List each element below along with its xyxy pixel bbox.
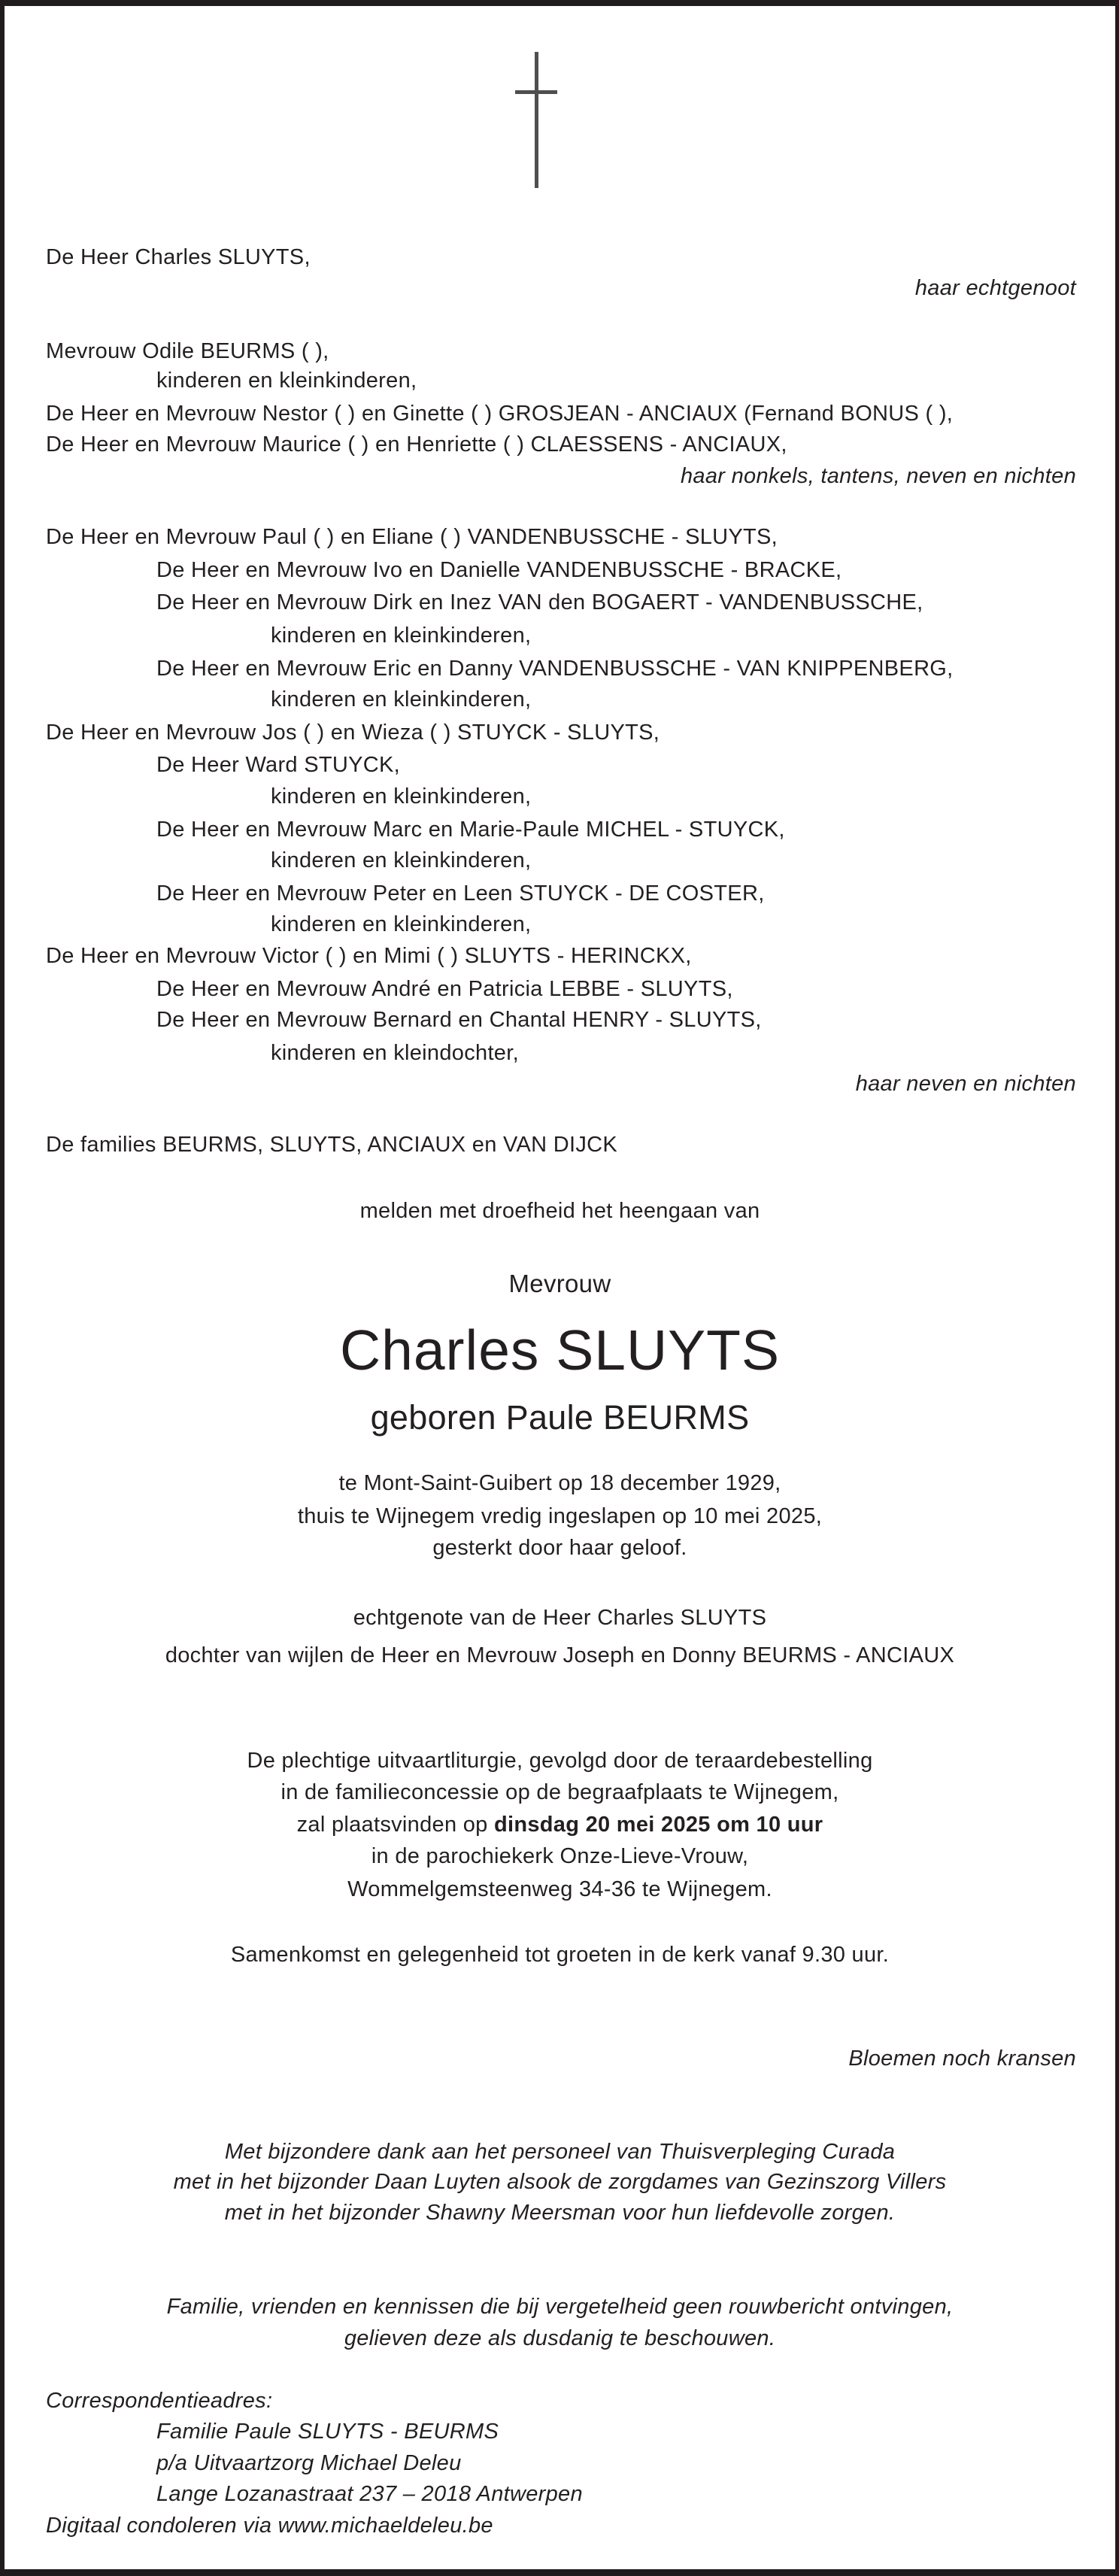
digital-condolence-line: Digitaal condoleren via www.michaeldeleu.be (46, 2514, 493, 2538)
mourner-line: De Heer en Mevrouw Maurice ( ) en Henriette ( ) CLAESSENS - ANCIAUX, (46, 432, 787, 457)
mourner-line: De Heer en Mevrouw Nestor ( ) en Ginette ( ) GROSJEAN - ANCIAUX (Fernand BONUS ( ), (46, 402, 954, 426)
husband-line: De Heer Charles SLUYTS, (46, 245, 311, 269)
service-date-prefix: zal plaatsvinden op (296, 1813, 494, 1837)
service-line: Wommelgemsteenweg 34-36 te Wijnegem. (347, 1877, 772, 1901)
thanks-line: Met bijzondere dank aan het personeel van Thuisverpleging Curada (224, 2140, 896, 2164)
correspondence-line: Familie Paule SLUYTS - BEURMS (156, 2420, 499, 2444)
mourner-line: De Heer en Mevrouw Victor ( ) en Mimi ( ) SLUYTS - HERINCKX, (46, 944, 692, 968)
mourner-line: Mevrouw Odile BEURMS ( ), (46, 339, 329, 363)
relation-uncles-aunts: haar nonkels, tantens, neven en nichten (680, 464, 1076, 488)
thanks-line: met in het bijzonder Shawny Meersman voor hun liefdevolle zorgen. (224, 2201, 896, 2225)
service-line: in de familieconcessie op de begraafplaats te Wijnegem, (281, 1780, 839, 1804)
deceased-title: Mevrouw (508, 1270, 611, 1297)
deceased-name: Charles SLUYTS (339, 1318, 781, 1382)
parents-line: dochter van wijlen de Heer en Mevrouw Joseph en Donny BEURMS - ANCIAUX (165, 1643, 955, 1667)
correspondence-label: Correspondentieadres: (46, 2389, 273, 2413)
mourner-line: De Heer en Mevrouw Bernard en Chantal HENRY - SLUYTS, (156, 1008, 762, 1032)
faith-line: gesterkt door haar geloof. (432, 1536, 687, 1560)
cross-vertical-bar (535, 52, 538, 188)
mourner-line: kinderen en kleinkinderen, (271, 848, 532, 872)
mourner-line: kinderen en kleindochter, (271, 1041, 519, 1065)
mourner-line: De Heer en Mevrouw Ivo en Danielle VANDENBUSSCHE - BRACKE, (156, 558, 842, 582)
mourner-line: kinderen en kleinkinderen, (271, 624, 532, 648)
relation-husband: haar echtgenoot (914, 276, 1076, 300)
deceased-maiden-name: geboren Paule BEURMS (370, 1398, 750, 1437)
mourner-line: kinderen en kleinkinderen, (271, 784, 532, 809)
mourner-line: kinderen en kleinkinderen, (271, 687, 532, 712)
mourner-line: De Heer en Mevrouw Dirk en Inez VAN den BOGAERT - VANDENBUSSCHE, (156, 590, 923, 614)
cross-horizontal-bar (515, 90, 557, 94)
mourner-line: De Heer en Mevrouw Eric en Danny VANDENBUSSCHE - VAN KNIPPENBERG, (156, 657, 954, 681)
relation-nephews-nieces: haar neven en nichten (855, 1072, 1076, 1096)
birth-line: te Mont-Saint-Guibert op 18 december 1929, (338, 1471, 781, 1495)
notice-line: gelieven deze als dusdanig te beschouwen. (344, 2326, 776, 2350)
spouse-line: echtgenote van de Heer Charles SLUYTS (353, 1606, 767, 1630)
gathering-line: Samenkomst en gelegenheid tot groeten in de kerk vanaf 9.30 uur. (230, 1943, 890, 1967)
families-line: De families BEURMS, SLUYTS, ANCIAUX en VAN DIJCK (46, 1133, 618, 1157)
mourner-line: De Heer en Mevrouw Marc en Marie-Paule MICHEL - STUYCK, (156, 818, 785, 842)
mourner-line: De Heer en Mevrouw André en Patricia LEBBE - SLUYTS, (156, 977, 733, 1001)
mourner-line: De Heer Ward STUYCK, (156, 753, 400, 777)
mourner-line: kinderen en kleinkinderen, (271, 912, 532, 936)
correspondence-line: p/a Uitvaartzorg Michael Deleu (156, 2451, 462, 2475)
service-line: in de parochiekerk Onze-Lieve-Vrouw, (371, 1844, 749, 1868)
service-date-bold: dinsdag 20 mei 2025 om 10 uur (493, 1813, 823, 1837)
correspondence-line: Lange Lozanastraat 237 – 2018 Antwerpen (156, 2482, 583, 2506)
latin-cross-icon (515, 52, 557, 188)
announcement-intro: melden met droefheid het heengaan van (359, 1199, 760, 1223)
service-line: De plechtige uitvaartliturgie, gevolgd door de teraardebestelling (247, 1749, 873, 1773)
thanks-line: met in het bijzonder Daan Luyten alsook de zorgdames van Gezinszorg Villers (173, 2170, 947, 2194)
mourner-line: kinderen en kleinkinderen, (156, 369, 417, 393)
notice-line: Familie, vrienden en kennissen die bij vergetelheid geen rouwbericht ontvingen, (166, 2295, 954, 2319)
flowers-note: Bloemen noch kransen (848, 2047, 1076, 2071)
service-date-line (5, 1809, 1115, 1840)
mourner-line: De Heer en Mevrouw Jos ( ) en Wieza ( ) STUYCK - SLUYTS, (46, 721, 660, 745)
mourner-line: De Heer en Mevrouw Peter en Leen STUYCK - DE COSTER, (156, 881, 765, 906)
death-line: thuis te Wijnegem vredig ingeslapen op 10 mei 2025, (297, 1504, 823, 1528)
mourner-line: De Heer en Mevrouw Paul ( ) en Eliane ( ) VANDENBUSSCHE - SLUYTS, (46, 525, 778, 549)
